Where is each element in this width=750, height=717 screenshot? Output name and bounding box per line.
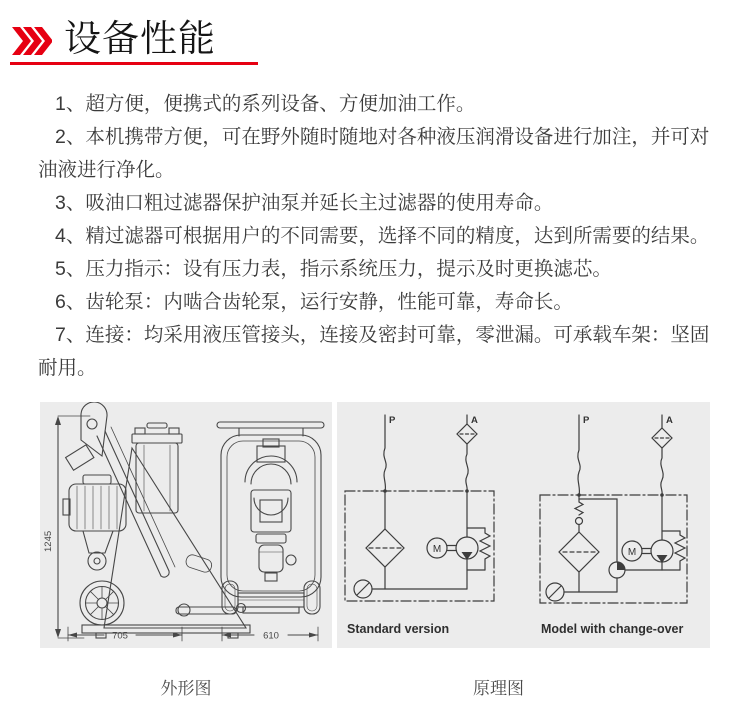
dimension-label-610: 610 [263,630,279,642]
changeover-valve-symbol [609,562,625,578]
port-label-p: P [583,415,590,426]
cart-front-view [217,422,324,614]
variant-label-changeover: Model with change-over [541,622,684,636]
feature-item: 3、吸油口粗过滤器保护油泵并延长主过滤器的使用寿命。 [55,192,554,214]
schematic-panel [337,402,710,648]
triple-chevron-icon [12,27,52,55]
port-label-p: P [389,415,396,426]
figure-row [40,402,750,648]
port-label-a: A [471,415,478,426]
feature-item: 5、压力指示：设有压力表，指示系统压力，提示及时更换滤芯。 [55,258,612,280]
caption-row [40,674,750,699]
check-valve-symbol [575,495,583,532]
pump-symbol [456,537,478,560]
variant-label-standard: Standard version [347,622,450,636]
section-header [0,0,750,76]
dimension-label-705: 705 [112,630,128,642]
feature-item: 1、超方便，便携式的系列设备、方便加油工作。 [55,93,476,115]
motor-letter: M [627,547,637,558]
pressure-gauge-symbol [354,580,372,598]
feature-item: 4、精过滤器可根据用户的不同需要，选择不同的精度，达到所需要的结果。 [55,225,710,247]
filter-symbol [559,532,599,572]
port-label-a: A [666,415,673,426]
outline-drawing-caption: 外形图 [160,679,212,698]
feature-item: 6、齿轮泵：内啮合齿轮泵，运行安静，性能可靠，寿命长。 [55,291,573,313]
hydraulic-schematic [337,402,710,648]
pressure-gauge-symbol [546,583,564,601]
schematic-standard [345,415,494,601]
filter-symbol [366,529,404,567]
page-title: 设备性能 [64,18,216,59]
motor-letter: M [432,544,442,555]
outline-drawing [40,402,332,648]
feature-item: 2、本机携带方便，可在野外随时随地对各种液压润滑设备进行加注，并可对油液进行净化。 [38,126,710,181]
schematic-changeover [540,415,687,603]
feature-item: 7、连接：均采用液压管接头，连接及密封可靠，零泄漏。可承载车架：坚固耐用。 [38,324,710,379]
dimension-label-height: 1245 [43,530,54,552]
outline-drawing-panel [40,402,332,648]
schematic-caption: 原理图 [473,679,524,698]
pump-symbol [651,540,673,563]
title-underline [10,62,258,65]
feature-list [0,76,750,385]
